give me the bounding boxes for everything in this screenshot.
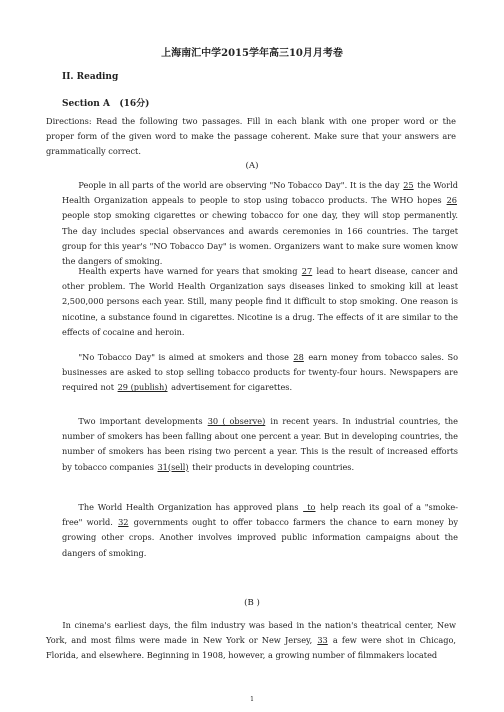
blank-30: 30 ( observe): [207, 416, 266, 426]
blank-25: 25: [403, 180, 414, 190]
blank-32: 32: [118, 517, 129, 528]
passage-a-paragraph-1: People in all parts of the world are observing "No Tobacco Day". It is the day 25 the World Health Organization appeals to people to stop using tobacco products. The WHO hopes 26 people stop smoking cigarettes or chewing tobacco for one day, they will stop permanently. The day includes special observances and awards ceremonies in 166 countries. The target group for this year's "NO Tobacco Day" is women. Organizers want to make sure women know the dangers of smoking.: [62, 180, 458, 267]
section-a-points: (16分): [119, 99, 150, 109]
passage-a-paragraph-3: "No Tobacco Day" is aimed at smokers and those 28 earn money from tobacco sales. So businesses are asked to stop selling tobacco products for twenty-four hours. Newspapers are required not 29 (publish) advertisement for cigarettes.: [62, 352, 458, 393]
page-title: 上海南汇中学2015学年高三10月月考卷: [161, 48, 343, 59]
section-a-label: Section A: [62, 99, 110, 109]
blank-28: 28: [293, 352, 304, 362]
directions: Directions: Read the following two passages. Fill in each blank with one proper word or the proper form of the given word to make the passage coherent. Make sure that your answers are grammatically correct.: [46, 116, 456, 157]
passage-b-label: (B ): [244, 598, 260, 608]
section-heading: II. Reading: [62, 72, 119, 82]
passage-b-paragraph-1: In cinema's earliest days, the film industry was based in the nation's theatrical center, New York, and most films were made in New York or New Jersey, 33 a few were shot in Chicago, Florida, and elsewhere. Beginning in 1908, however, a growing number of filmmakers located: [46, 620, 456, 661]
passage-a-paragraph-4: Two important developments 30 ( observe) in recent years. In industrial countries, the number of smokers has been falling about one percent a year. But in developing countries, the number of smokers has been rising two percent a year. This is the result of increased efforts by tobacco companies 31(sell) their products in developing countries.: [62, 416, 458, 472]
section-a-heading: [62, 96, 149, 109]
blank-29: 29 (publish): [117, 382, 168, 393]
passage-a-label: (A): [245, 161, 259, 171]
blank-33: 33: [317, 635, 328, 646]
blank-26: 26: [446, 195, 457, 206]
passage-a-paragraph-2: Health experts have warned for years that smoking 27 lead to heart disease, cancer and other problem. The World Health Organization says diseases linked to smoking kill at least 2,500,000 persons each year. Still, many people find it difficult to stop smoking. One reason is nicotine, a substance found in cigarettes. Nicotine is a drug. The effects of it are similar to the effects of cocaine and heroin.: [62, 266, 458, 337]
blank-27: 27: [301, 266, 313, 276]
blank-to: _to: [303, 502, 316, 512]
blank-31: 31(sell): [157, 461, 189, 472]
page-number: 1: [250, 696, 254, 703]
passage-a-paragraph-5: The World Health Organization has approved plans _to help reach its goal of a "smoke-free" world. 32 governments ought to offer tobacco farmers the chance to earn money by growing other crops. Another involves improved public information campaigns about the dangers of smoking.: [62, 502, 458, 558]
